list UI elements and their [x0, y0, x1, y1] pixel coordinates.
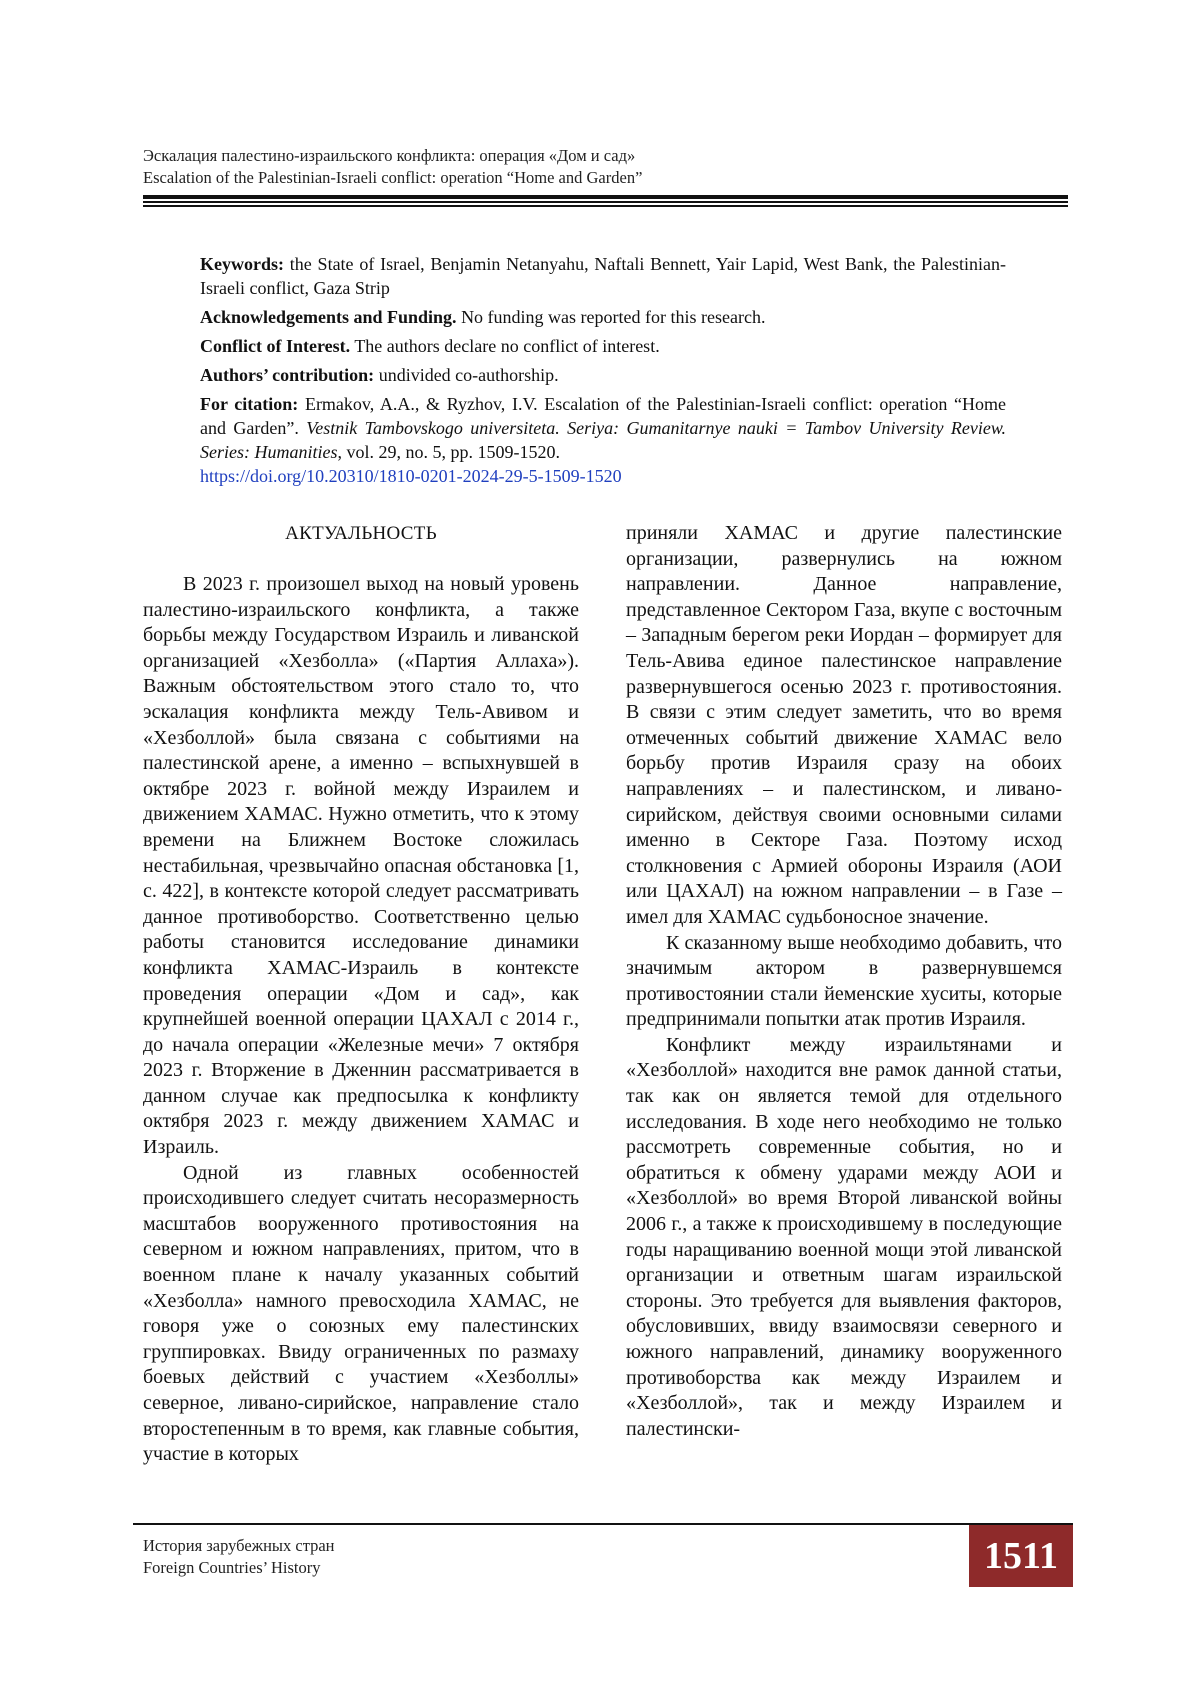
- paragraph: приняли ХАМАС и другие палестинские организации, развернулись на южном направлении. Данное направление, представленное Сектором Газа, вкупе с восточным – Западным берегом реки Иордан – формирует для Тель-Авива единое палестинское направление развернувшегося осенью 2023 г. противостояния. В связи с этим следует заметить, что во время отмеченных событий движение ХАМАС вело борьбу против Израиля сразу на обоих направлениях – и палестинском, и ливано-сирийском, действуя своими основными силами именно в Секторе Газа. Поэтому исход столкновения с Армией обороны Израиля (АОИ или ЦАХАЛ) на южном направлении – в Газе – имел для ХАМАС судьбоносное значение.: [626, 522, 1062, 928]
- running-title-en: Escalation of the Palestinian-Israeli conflict: operation “Home and Garden”: [143, 168, 643, 187]
- keywords: [200, 252, 1006, 300]
- section-heading: АКТУАЛЬНОСТЬ: [285, 523, 437, 544]
- acknowledgements: [200, 305, 1006, 329]
- citation-journal: Vestnik Tambovskogo universiteta. Seriya: Gumanitarnye nauki = Tambov University Review. Series: Humanities: [200, 418, 1006, 462]
- authors-contribution: [200, 363, 1006, 387]
- article-metadata: [200, 252, 1006, 493]
- citation-issue: , vol. 29, no. 5, pp. 1509-1520.: [337, 442, 560, 462]
- coi-label: Conflict of Interest.: [200, 336, 351, 356]
- journal-name-en: Foreign Countries’ History: [143, 1558, 321, 1577]
- keywords-text: the State of Israel, Benjamin Netanyahu, Naftali Bennett, Yair Lapid, West Bank, the Palestinian-Israeli conflict, Gaza Strip: [200, 254, 1006, 298]
- coi-text: The authors declare no conflict of interest.: [350, 336, 660, 356]
- journal-name: [143, 1535, 335, 1579]
- contrib-text: undivided co-authorship.: [374, 365, 559, 385]
- ack-text: No funding was reported for this research.: [456, 307, 766, 327]
- paragraph: К сказанному выше необходимо добавить, что значимым актором в развернувшемся противостоянии стали йеменские хуситы, которые предпринимали попытки атак против Израиля.: [626, 931, 1062, 1031]
- keywords-label: Keywords:: [200, 254, 284, 274]
- running-title-ru: Эскалация палестино-израильского конфликта: операция «Дом и сад»: [143, 146, 636, 165]
- ack-label: Acknowledgements and Funding.: [200, 307, 457, 327]
- paragraph: В 2023 г. произошел выход на новый уровень палестино-израильского конфликта, а также борьбы между Государством Израиль и ливанской организацией «Хезболла» («Партия Аллаха»). Важным обстоятельством этого стало то, что эскалация конфликта между Тель-Авивом и «Хезболлой» была связана с событиями на палестинской арене, а именно – вспыхнувшей в октябре 2023 г. войной между Израилем и движением ХАМАС. Нужно отметить, что к этому времени на Ближнем Востоке сложилась нестабильная, чрезвычайно опасная обстановка [1, с. 422], в контексте которой следует рассматривать данное противоборство. Соответственно целью работы становится исследование динамики конфликта ХАМАС-Израиль в контексте проведения операции «Дом и сад», как крупнейшей военной операции ЦАХАЛ с 2014 г., до начала операции «Железные мечи» 7 октября 2023 г. Вторжение в Дженнин рассматривается в данном случае как предпосылка к конфликту октября 2023 г. между движением ХАМАС и Израиль.: [143, 573, 579, 1159]
- running-head: [143, 145, 1063, 189]
- conflict-of-interest: [200, 334, 1006, 358]
- citation: [200, 392, 1006, 488]
- doi-link[interactable]: https://doi.org/10.20310/1810-0201-2024-29-5-1509-1520: [200, 466, 622, 486]
- page-number: 1511: [969, 1525, 1073, 1587]
- contrib-label: Authors’ contribution:: [200, 365, 375, 385]
- paragraph: Одной из главных особенностей происходившего следует считать несоразмерность масштабов вооруженного противостояния на северном и южном направлениях, притом, что в военном плане к началу указанных событий «Хезболла» намного превосходила ХАМАС, не говоря уже о союзных ему палестинских группировках. Ввиду ограниченных по размаху боевых действий с участием «Хезболлы» северное, ливано-сирийское, направление стало второстепенным в то время, как главные события, участие в которых: [143, 1161, 579, 1466]
- right-column: [626, 521, 1062, 1442]
- left-column: [143, 521, 579, 1468]
- header-rule: [143, 195, 1068, 209]
- citation-authors: Ermakov, A.A., & Ryzhov, I.V. Escalation of the Palestinian-Israeli conflict: operation “Home and Garden”.: [200, 394, 1006, 438]
- paragraph: Конфликт между израильтянами и «Хезболлой» находится вне рамок данной статьи, так как он является темой для отдельного исследования. В ходе него необходимо не только рассмотреть современные события, но и обратиться к обмену ударами между АОИ и «Хезболлой» во время Второй ливанской войны 2006 г., а также к происходившему в последующие годы наращиванию военной мощи этой ливанской организации и ответным шагам израильской стороны. Это требуется для выявления факторов, обусловивших, ввиду взаимосвязи северного и южного направлений, динамику вооруженного противоборства как между Израилем и «Хезболлой», так и между Израилем и палестински-: [626, 1033, 1062, 1440]
- footer-rule: [133, 1523, 1073, 1525]
- citation-label: For citation:: [200, 394, 299, 414]
- journal-name-ru: История зарубежных стран: [143, 1536, 335, 1555]
